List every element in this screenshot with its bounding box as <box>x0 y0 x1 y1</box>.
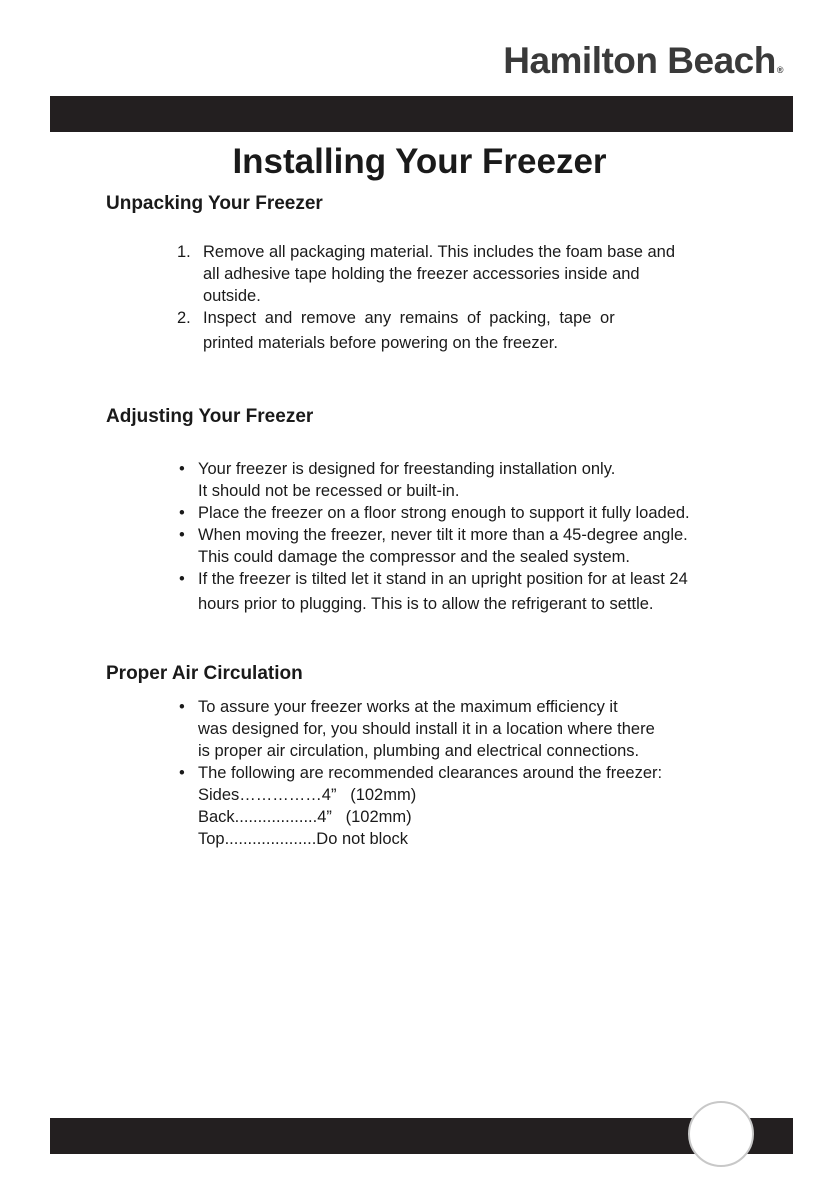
list-line: Your freezer is designed for freestanding installation only. <box>198 460 616 478</box>
list-line: Remove all packaging material. This includes the foam base and <box>203 243 676 261</box>
bullet-icon: • <box>179 526 185 544</box>
bullet-icon: • <box>179 460 185 478</box>
adjusting-list <box>177 458 747 615</box>
bullet-icon: • <box>179 504 185 522</box>
section-heading-unpacking: Unpacking Your Freezer <box>106 193 323 214</box>
clearance-top: Top....................Do not block <box>198 830 409 848</box>
list-line: Place the freezer on a floor strong enough to support it fully loaded. <box>198 504 690 522</box>
list-item <box>177 241 742 307</box>
page-title: Installing Your Freezer <box>232 142 607 181</box>
unpacking-list <box>177 241 742 354</box>
registered-mark: ® <box>776 65 783 75</box>
list-item <box>177 568 747 615</box>
brand-logo: Hamilton Beach® <box>503 40 783 81</box>
air-circulation-list <box>177 696 747 850</box>
bullet-icon: • <box>179 698 185 716</box>
list-item <box>177 307 742 354</box>
list-line: is proper air circulation, plumbing and electrical connections. <box>198 742 640 760</box>
list-line: When moving the freezer, never tilt it more than a 45-degree angle. <box>198 526 688 544</box>
section-heading-adjusting: Adjusting Your Freezer <box>106 406 314 427</box>
list-line: This could damage the compressor and the sealed system. <box>198 548 630 566</box>
list-item <box>177 762 747 850</box>
page-number-circle <box>688 1101 754 1167</box>
list-line: all adhesive tape holding the freezer accessories inside and <box>203 265 640 283</box>
header-bar <box>50 96 793 132</box>
list-line: It should not be recessed or built-in. <box>198 482 460 500</box>
list-item <box>177 524 747 568</box>
list-line: outside. <box>203 287 261 305</box>
list-line: To assure your freezer works at the maximum efficiency it <box>198 698 618 716</box>
list-line: The following are recommended clearances around the freezer: <box>198 764 663 782</box>
bullet-icon: • <box>179 570 185 588</box>
list-line: hours prior to plugging. This is to allow the refrigerant to settle. <box>198 595 654 613</box>
footer-bar <box>50 1118 793 1154</box>
list-item <box>177 458 747 502</box>
bullet-icon: • <box>179 764 185 782</box>
list-number: 2. <box>177 309 191 327</box>
clearance-sides: Sides……………4” (102mm) <box>198 786 417 804</box>
list-item <box>177 502 747 524</box>
list-line: was designed for, you should install it in a location where there <box>198 720 655 738</box>
section-heading-air-circulation: Proper Air Circulation <box>106 663 303 684</box>
list-line: If the freezer is tilted let it stand in an upright position for at least 24 <box>198 570 688 588</box>
list-number: 1. <box>177 243 191 261</box>
clearance-back: Back..................4” (102mm) <box>198 808 412 826</box>
list-line: printed materials before powering on the freezer. <box>203 334 558 352</box>
list-item <box>177 696 747 762</box>
list-line: Inspect and remove any remains of packing, tape or <box>203 309 615 327</box>
